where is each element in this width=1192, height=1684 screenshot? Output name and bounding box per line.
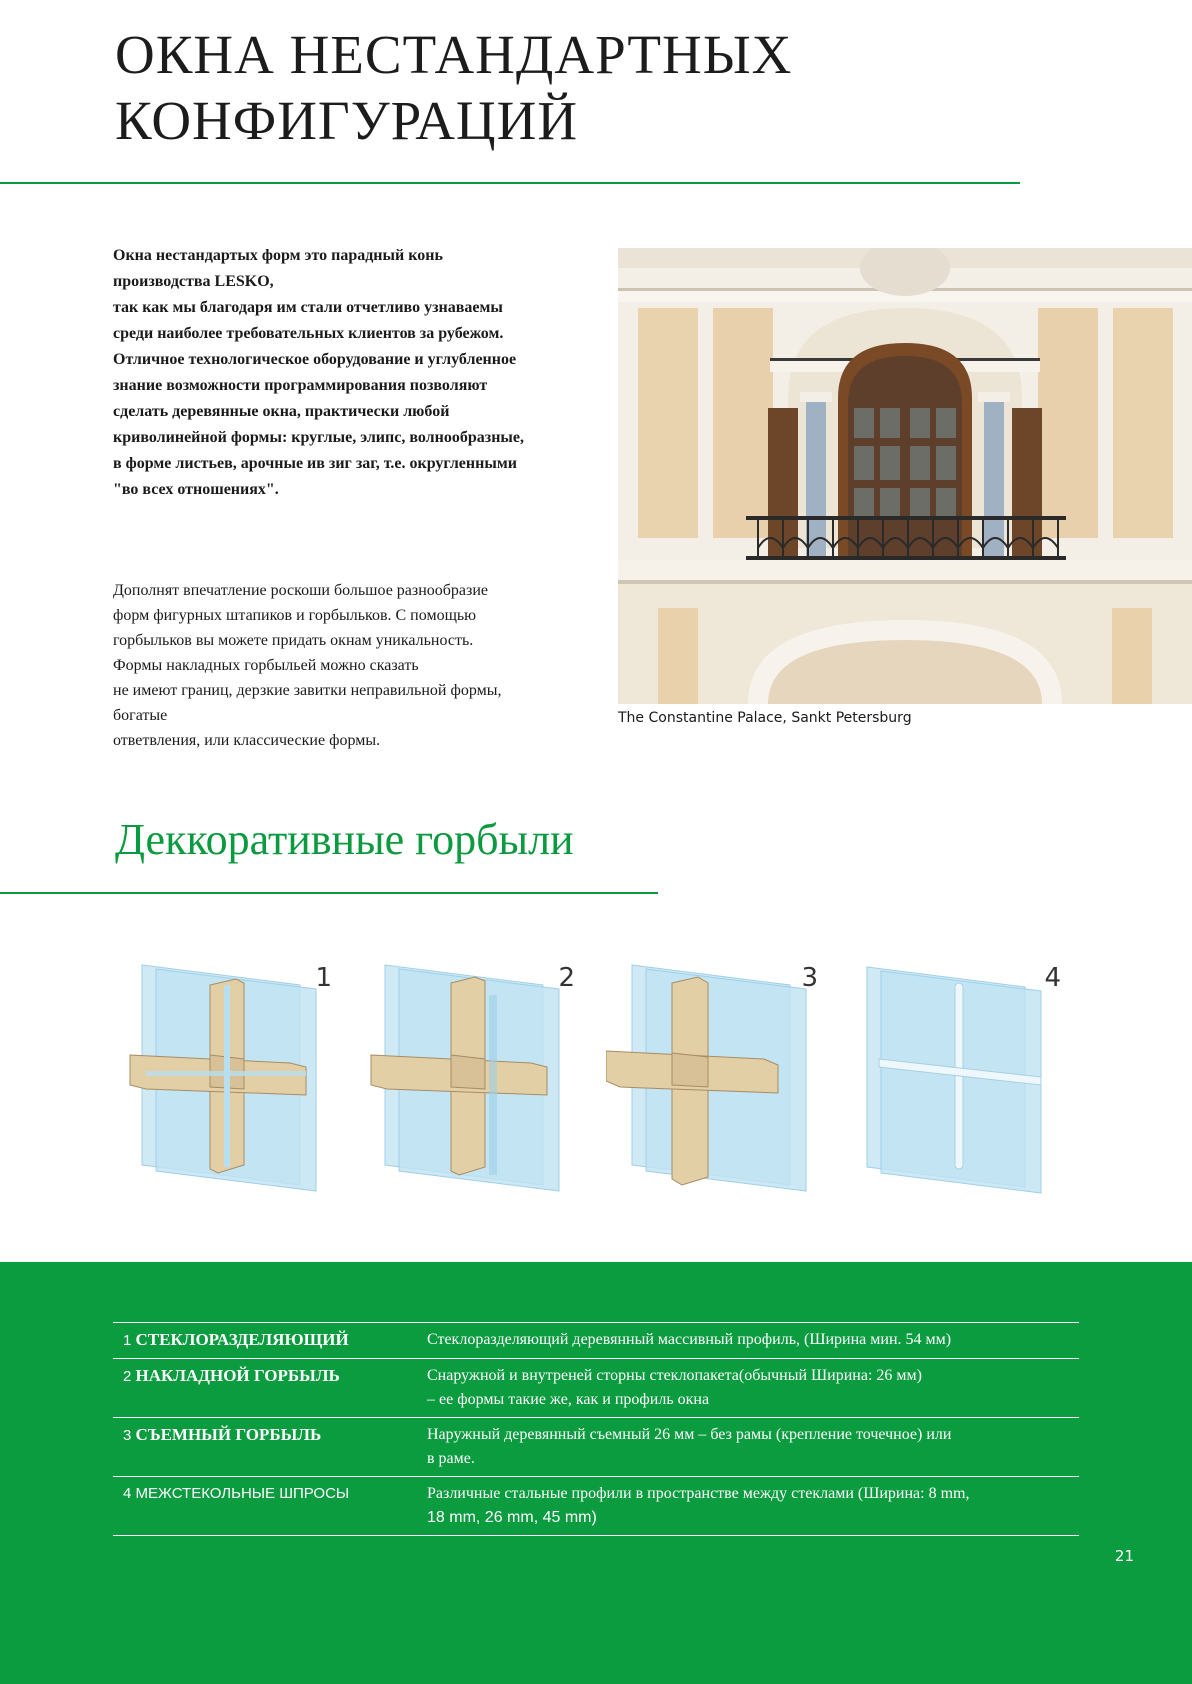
table-row bbox=[113, 1323, 1079, 1359]
row-description bbox=[417, 1323, 1079, 1359]
page-number: 21 bbox=[1114, 1547, 1134, 1565]
diagram-number: 4 bbox=[1044, 963, 1061, 993]
photo-caption: The Constantine Palace, Sankt Petersburg bbox=[618, 710, 912, 726]
intro-line: "во всех отношениях". bbox=[113, 481, 279, 498]
section-divider bbox=[0, 892, 658, 894]
description-line: – ее формы такие же, как и профиль окна bbox=[427, 1391, 710, 1408]
description-line: Различные стальные профили в пространстве между стеклами (Ширина: 8 mm, bbox=[427, 1485, 970, 1502]
body-line: Дополнят впечатление роскоши большое разнообразие bbox=[113, 582, 489, 599]
row-number: 1 bbox=[123, 1332, 136, 1349]
description-line: в раме. bbox=[427, 1450, 475, 1467]
description-line: 18 mm, 26 mm, 45 mm) bbox=[427, 1509, 597, 1526]
body-line: ответвления, или классические формы. bbox=[113, 732, 381, 749]
section-title: Деккоративные горбыли bbox=[115, 815, 574, 864]
intro-line: Окна нестандартых форм это парадный конь bbox=[113, 247, 443, 264]
body-line: форм фигурных штапиков и горбыльков. С помощью bbox=[113, 607, 477, 624]
intro-line: среди наиболее требовательных клиентов за рубежом. bbox=[113, 325, 504, 342]
body-line: Формы накладных горбыльей можно сказать bbox=[113, 657, 419, 674]
row-title: СЪЕМНЫЙ ГОРБЫЛЬ bbox=[135, 1425, 322, 1444]
specification-table bbox=[113, 1322, 1079, 1536]
row-number: 4 МЕЖСТЕКОЛЬНЫЕ ШПРОСЫ bbox=[123, 1485, 350, 1502]
body-line: не имеют границ, дерзкие завитки неправильной формы, bbox=[113, 682, 502, 699]
row-description bbox=[417, 1418, 1079, 1477]
diagram-number: 2 bbox=[558, 963, 575, 993]
table-row bbox=[113, 1359, 1079, 1418]
title-divider bbox=[0, 182, 1020, 184]
intro-paragraph bbox=[113, 243, 583, 503]
description-line: Стеклоразделяющий деревянный массивный профиль, (Ширина мин. 54 мм) bbox=[427, 1331, 952, 1348]
row-number: 2 bbox=[123, 1368, 136, 1385]
palace-photo bbox=[618, 248, 1192, 704]
title-line-2: КОНФИГУРАЦИЙ bbox=[115, 90, 579, 151]
intro-line: криволинейной формы: круглые, элипс, волнообразные, bbox=[113, 429, 524, 446]
intro-line: так как мы благодаря им стали отчетливо узнаваемы bbox=[113, 299, 503, 316]
row-number: 3 bbox=[123, 1427, 136, 1444]
row-name bbox=[113, 1477, 417, 1536]
diagram-1 bbox=[120, 955, 350, 1205]
body-line: богатые bbox=[113, 707, 168, 724]
row-title: НАКЛАДНОЙ ГОРБЫЛЬ bbox=[135, 1366, 340, 1385]
table-row bbox=[113, 1477, 1079, 1536]
body-line: горбыльков вы можете придать окнам уникальность. bbox=[113, 632, 474, 649]
intro-line: знание возможности программирования позволяют bbox=[113, 377, 488, 394]
table-row bbox=[113, 1418, 1079, 1477]
row-name bbox=[113, 1323, 417, 1359]
description-line: Наружный деревянный съемный 26 мм – без рамы (крепление точечное) или bbox=[427, 1426, 952, 1443]
diagram-4 bbox=[849, 955, 1079, 1205]
glazing-bar-diagrams bbox=[120, 955, 1080, 1205]
diagram-2 bbox=[363, 955, 593, 1205]
intro-line: в форме листьев, арочные ив зиг заг, т.е. округленными bbox=[113, 455, 517, 472]
row-name bbox=[113, 1359, 417, 1418]
description-line: Снаружной и внутреней сторны стеклопакета(обычный Ширина: 26 мм) bbox=[427, 1367, 922, 1384]
diagram-number: 3 bbox=[801, 963, 818, 993]
intro-line: сделать деревянные окна, практически любой bbox=[113, 403, 450, 420]
row-description bbox=[417, 1359, 1079, 1418]
diagram-number: 1 bbox=[315, 963, 332, 993]
body-paragraph bbox=[113, 578, 593, 753]
diagram-3 bbox=[606, 955, 836, 1205]
row-name bbox=[113, 1418, 417, 1477]
row-description bbox=[417, 1477, 1079, 1536]
intro-line: Отличное технологическое оборудование и углубленное bbox=[113, 351, 517, 368]
intro-line: производства LESKO, bbox=[113, 273, 274, 290]
row-title: СТЕКЛОРАЗДЕЛЯЮЩИЙ bbox=[135, 1330, 349, 1349]
page-title bbox=[115, 22, 1015, 154]
title-line-1: ОКНА НЕСТАНДАРТНЫХ bbox=[115, 24, 793, 85]
